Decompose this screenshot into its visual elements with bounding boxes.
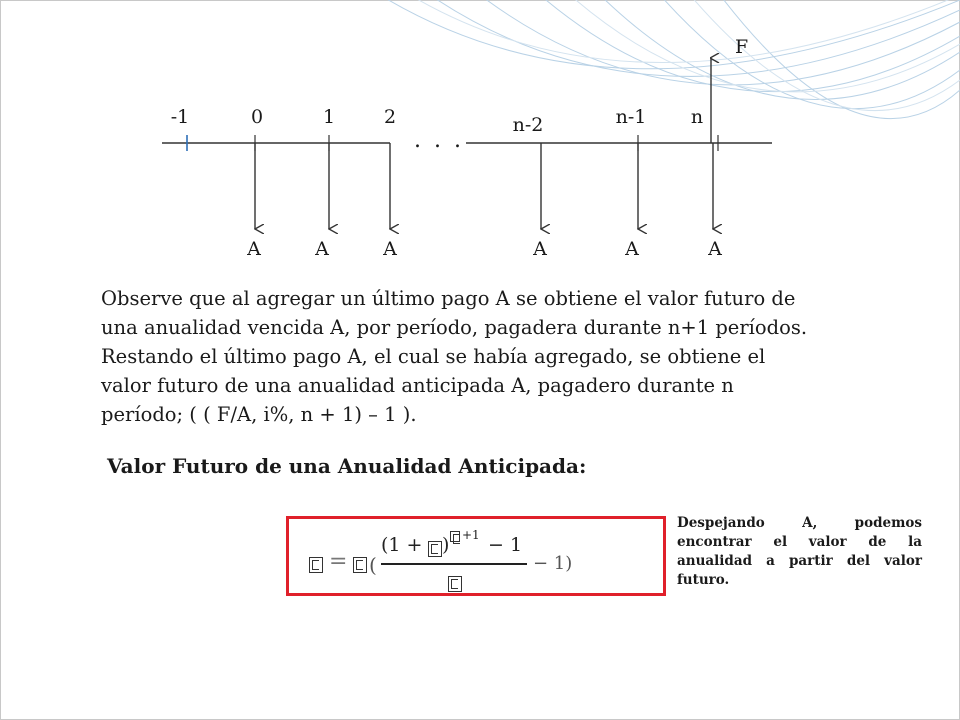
formula-exponent: +1 bbox=[462, 528, 480, 542]
formula-numerator-open: (1 + bbox=[381, 534, 423, 556]
tick-label-n-2: n-2 bbox=[512, 114, 544, 136]
section-heading: Valor Futuro de una Anualidad Anticipada: bbox=[107, 454, 587, 478]
payment-label-3: A bbox=[383, 238, 397, 260]
formula-open-paren: ( bbox=[369, 553, 377, 577]
tick-label-minus-1: -1 bbox=[170, 106, 190, 128]
formula-var-a bbox=[353, 554, 367, 573]
payment-label-4: A bbox=[533, 238, 547, 260]
formula-exponent-var bbox=[450, 529, 460, 542]
formula-numerator-close: ) bbox=[442, 534, 450, 556]
formula-equals: = bbox=[329, 549, 348, 574]
payment-label-5: A bbox=[625, 238, 639, 260]
explanation-paragraph: Observe que al agregar un último pago A se obtiene el valor futuro de una anualidad vencida A, por período, pagadera durante n+1 períodos. Restando el último pago A, el cual se había agregado, se obtiene el valor futuro de una anualidad anticipada A, pagadero durante n período; ( ( F/A, i%, n + 1) – 1 ). bbox=[101, 287, 808, 426]
tick-label-0: 0 bbox=[250, 106, 264, 128]
payment-label-1: A bbox=[247, 238, 261, 260]
side-note: Despejando A, podemos encontrar el valor de la anualidad a partir del valor futuro. bbox=[677, 515, 922, 588]
tick-label-2: 2 bbox=[383, 106, 397, 128]
tick-label-1: 1 bbox=[322, 106, 336, 128]
tick-label-n: n bbox=[690, 106, 704, 128]
formula-var-f bbox=[309, 554, 323, 573]
formula-box bbox=[286, 516, 666, 596]
tick-label-n-1: n-1 bbox=[615, 106, 647, 128]
formula-var-i-denominator bbox=[448, 573, 462, 592]
payment-label-6: A bbox=[708, 238, 722, 260]
formula-minus-one-inner: − 1 bbox=[488, 534, 523, 556]
future-value-label: F bbox=[735, 36, 749, 58]
formula-fraction-bar bbox=[381, 563, 527, 565]
payment-label-2: A bbox=[315, 238, 329, 260]
formula-var-i bbox=[428, 538, 442, 557]
timeline-ellipsis: . . . bbox=[414, 128, 464, 153]
formula-minus-one-outer: − 1) bbox=[533, 553, 573, 574]
